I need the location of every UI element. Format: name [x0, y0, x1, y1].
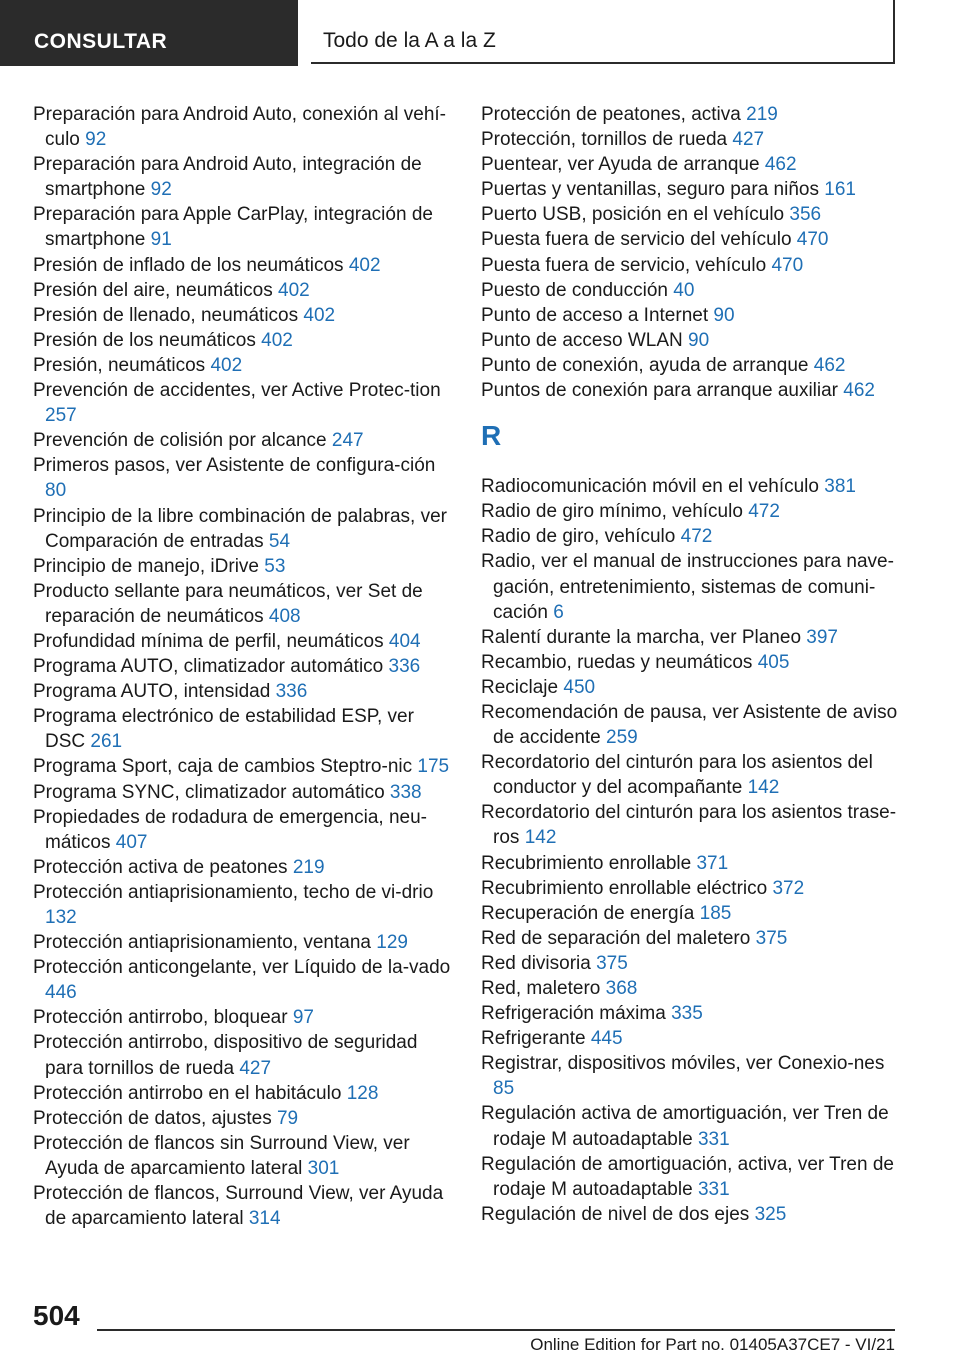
index-entry	[33, 579, 453, 629]
entry-text: Puntos de conexión para arranque auxiliar	[481, 380, 839, 402]
entry-text: Refrigerante	[481, 1028, 586, 1050]
page-reference-link[interactable]: 301	[307, 1157, 340, 1179]
index-column-left	[33, 102, 453, 1231]
page-reference-link[interactable]: 247	[331, 430, 364, 452]
entry-text: Recordatorio del cinturón para los asientos trase-ros	[481, 802, 897, 849]
index-entry	[33, 654, 453, 679]
index-group-r	[481, 474, 901, 1227]
page-reference-link[interactable]: 90	[713, 304, 735, 326]
entry-text: Protección de flancos sin Surround View, ver Ayuda de aparcamiento lateral	[33, 1132, 410, 1179]
index-entry	[481, 951, 901, 976]
index-entry	[33, 629, 453, 654]
index-entry	[33, 202, 453, 252]
entry-text: Puertas y ventanillas, seguro para niños	[481, 179, 819, 201]
page-reference-link[interactable]: 53	[264, 555, 286, 577]
page-reference-link[interactable]: 79	[276, 1107, 299, 1129]
index-entry	[481, 1026, 901, 1051]
entry-text: Red divisoria	[481, 952, 591, 974]
page-reference-link[interactable]: 92	[85, 129, 107, 151]
page-reference-link[interactable]: 142	[747, 777, 780, 799]
page-reference-link[interactable]: 257	[45, 405, 77, 427]
index-entry	[33, 278, 453, 303]
index-entry	[33, 1005, 453, 1030]
index-entry	[481, 227, 901, 252]
index-entry	[481, 378, 901, 403]
page-reference-link[interactable]: 397	[806, 626, 838, 648]
index-entry	[481, 353, 901, 378]
page-reference-link[interactable]: 402	[261, 329, 293, 351]
page-reference-link[interactable]: 129	[376, 932, 408, 954]
index-entry	[481, 524, 901, 549]
entry-text: Presión de inflado de los neumáticos	[33, 254, 344, 276]
entry-text: Punto de acceso a Internet	[481, 304, 709, 326]
index-entry	[33, 353, 453, 378]
entry-text: Protección activa de peatones	[33, 856, 288, 878]
page-reference-link[interactable]: 161	[824, 179, 856, 201]
index-entry	[481, 152, 901, 177]
entry-text: Protección de flancos, Surround View, ver Ayuda de aparcamiento lateral	[33, 1183, 444, 1230]
page-reference-link[interactable]: 472	[680, 526, 713, 548]
entry-text: Programa AUTO, climatizador automático	[33, 656, 384, 678]
page-reference-link[interactable]: 6	[553, 601, 564, 623]
page-reference-link[interactable]: 402	[210, 354, 243, 376]
page-reference-link[interactable]: 91	[150, 229, 172, 251]
page-reference-link[interactable]: 175	[417, 756, 450, 778]
page-reference-link[interactable]: 372	[772, 877, 805, 899]
entry-text: Red de separación del maletero	[481, 927, 751, 949]
entry-text: Reciclaje	[481, 676, 559, 698]
entry-text: Protección antiaprisionamiento, techo de vi-drio	[33, 881, 434, 903]
letter-heading-r: R	[481, 420, 502, 452]
index-group-p	[481, 102, 901, 403]
entry-text: Puesto de conducción	[481, 279, 668, 301]
index-entry	[481, 901, 901, 926]
entry-text: Programa SYNC, climatizador automático	[33, 781, 385, 803]
index-entry	[481, 976, 901, 1001]
entry-text: Radio de giro mínimo, vehículo	[481, 501, 743, 523]
entry-text: Prevención de accidentes, ver Active Protec-tion	[33, 380, 441, 402]
page-reference-link[interactable]: 427	[239, 1057, 272, 1079]
page-reference-link[interactable]: 331	[697, 1178, 730, 1200]
page-number: 504	[33, 1300, 80, 1331]
entry-text: Puerto USB, posición en el vehículo	[481, 204, 785, 226]
page-reference-link[interactable]: 402	[348, 254, 381, 276]
index-entry	[481, 253, 901, 278]
page-reference-link[interactable]: 142	[524, 827, 557, 849]
page-reference-link[interactable]: 446	[45, 982, 77, 1004]
page-reference-link[interactable]: 470	[771, 254, 804, 276]
entry-text: Preparación para Android Auto, conexión al vehí-culo	[33, 104, 446, 151]
entry-text: Protección de datos, ajustes	[33, 1107, 272, 1129]
entry-text: Punto de acceso WLAN	[481, 329, 683, 351]
index-entry	[33, 1030, 453, 1080]
index-entry	[481, 1101, 901, 1151]
page-reference-link[interactable]: 462	[813, 354, 846, 376]
entry-text: Ralentí durante la marcha, ver Planeo	[481, 626, 802, 648]
page-reference-link[interactable]: 407	[115, 831, 148, 853]
entry-text: Refrigeración máxima	[481, 1003, 666, 1025]
page-reference-link[interactable]: 40	[673, 279, 695, 301]
page-reference-link[interactable]: 335	[671, 1003, 703, 1025]
index-entry	[481, 625, 901, 650]
entry-text: Protección antirrobo, bloquear	[33, 1007, 288, 1029]
page-reference-link[interactable]: 219	[292, 856, 325, 878]
entry-text: Puesta fuera de servicio, vehículo	[481, 254, 767, 276]
page-reference-link[interactable]: 259	[606, 727, 638, 749]
page-reference-link[interactable]: 450	[563, 676, 596, 698]
index-entry	[33, 855, 453, 880]
entry-text: Protección, tornillos de rueda	[481, 129, 728, 151]
index-entry	[33, 1181, 453, 1231]
index-entry	[33, 1081, 453, 1106]
entry-text: Protección antiaprisionamiento, ventana	[33, 932, 371, 954]
entry-text: Preparación para Apple CarPlay, integración de smartphone	[33, 204, 433, 251]
index-entry	[33, 453, 453, 503]
page-reference-link[interactable]: 128	[346, 1082, 379, 1104]
index-column-right	[481, 102, 901, 1227]
page-reference-link[interactable]: 90	[688, 329, 710, 351]
page-reference-link[interactable]: 462	[764, 154, 797, 176]
index-entry	[481, 303, 901, 328]
page-reference-link[interactable]: 371	[696, 852, 729, 874]
entry-text: Regulación de nivel de dos ejes	[481, 1203, 750, 1225]
entry-text: Preparación para Android Auto, integración de smartphone	[33, 154, 422, 201]
index-entry	[481, 800, 901, 850]
entry-text: Primeros pasos, ver Asistente de configura-ción	[33, 455, 436, 477]
page-reference-link[interactable]: 375	[755, 927, 788, 949]
entry-text: Recubrimiento enrollable eléctrico	[481, 877, 768, 899]
entry-text: Registrar, dispositivos móviles, ver Conexio-nes	[481, 1053, 885, 1075]
entry-text: Principio de manejo, iDrive	[33, 555, 259, 577]
entry-text: Puesta fuera de servicio del vehículo	[481, 229, 792, 251]
footer-edition: Online Edition for Part no. 01405A37CE7 - VI/21	[530, 1335, 895, 1354]
entry-text: Recordatorio del cinturón para los asientos del conductor y del acompañante	[481, 752, 873, 799]
index-entry	[481, 700, 901, 750]
index-entry	[33, 704, 453, 754]
entry-text: Recambio, ruedas y neumáticos	[481, 651, 753, 673]
entry-text: Producto sellante para neumáticos, ver Set de reparación de neumáticos	[33, 580, 423, 627]
entry-text: Puentear, ver Ayuda de arranque	[481, 154, 760, 176]
entry-text: Programa AUTO, intensidad	[33, 681, 271, 703]
page-reference-link[interactable]: 97	[292, 1007, 314, 1029]
index-entry	[33, 930, 453, 955]
page-reference-link[interactable]: 404	[388, 630, 421, 652]
page-reference-link[interactable]: 331	[697, 1128, 730, 1150]
page-reference-link[interactable]: 356	[789, 204, 822, 226]
page-reference-link[interactable]: 185	[699, 902, 732, 924]
index-entry	[481, 851, 901, 876]
page-reference-link[interactable]: 470	[796, 229, 829, 251]
index-entry	[481, 650, 901, 675]
page-reference-link[interactable]: 462	[843, 380, 875, 402]
index-entry	[33, 679, 453, 704]
entry-text: Radio de giro, vehículo	[481, 526, 676, 548]
entry-text: Red, maletero	[481, 978, 601, 999]
page-reference-link[interactable]: 427	[732, 129, 765, 151]
index-entry	[481, 549, 901, 624]
page-reference-link[interactable]: 219	[746, 104, 778, 125]
entry-text: Presión del aire, neumáticos	[33, 279, 273, 301]
entry-text: Regulación activa de amortiguación, ver Tren de rodaje M autoadaptable	[481, 1103, 889, 1150]
index-entry	[481, 278, 901, 303]
entry-text: Profundidad mínima de perfil, neumáticos	[33, 630, 384, 652]
index-entry	[481, 202, 901, 227]
index-entry	[33, 504, 453, 554]
page-reference-link[interactable]: 472	[748, 501, 780, 523]
entry-text: Presión de los neumáticos	[33, 329, 256, 351]
index-entry	[33, 554, 453, 579]
index-entry	[33, 152, 453, 202]
index-entry	[33, 754, 453, 779]
page-reference-link[interactable]: 132	[45, 907, 77, 928]
index-entry	[481, 499, 901, 524]
entry-text: Protección anticongelante, ver Líquido de la-vado	[33, 957, 451, 979]
page-reference-link[interactable]: 408	[268, 605, 301, 627]
page-reference-link[interactable]: 338	[389, 781, 422, 803]
index-entry	[33, 102, 453, 152]
index-entry	[481, 102, 901, 127]
index-entry	[33, 253, 453, 278]
entry-text: Programa electrónico de estabilidad ESP, ver DSC	[33, 706, 414, 753]
entry-text: Protección antirrobo, dispositivo de seguridad para tornillos de rueda	[33, 1032, 418, 1079]
entry-text: Protección antirrobo en el habitáculo	[33, 1082, 342, 1104]
index-entry	[33, 780, 453, 805]
index-entry	[33, 1106, 453, 1131]
section-tab: CONSULTAR	[0, 0, 298, 66]
index-entry	[481, 926, 901, 951]
page-reference-link[interactable]: 402	[278, 279, 310, 301]
page-reference-link[interactable]: 375	[596, 952, 628, 974]
entry-text: Propiedades de rodadura de emergencia, neu-máticos	[33, 806, 427, 853]
entry-text: Presión, neumáticos	[33, 354, 206, 376]
entry-text: Radio, ver el manual de instrucciones para nave-gación, entretenimiento, sistemas de comuni-cación	[481, 551, 894, 623]
entry-text: Punto de conexión, ayuda de arranque	[481, 354, 809, 376]
index-entry	[481, 177, 901, 202]
entry-text: Protección de peatones, activa	[481, 104, 741, 125]
page-reference-link[interactable]: 405	[757, 651, 790, 673]
index-entry	[33, 328, 453, 353]
entry-text: Prevención de colisión por alcance	[33, 430, 327, 452]
index-entry	[33, 880, 453, 930]
index-entry	[481, 1001, 901, 1026]
page-reference-link[interactable]: 80	[45, 480, 67, 502]
index-entry	[481, 474, 901, 499]
entry-text: Programa Sport, caja de cambios Steptro-nic	[33, 756, 413, 778]
page-reference-link[interactable]: 261	[90, 731, 123, 753]
page-reference-link[interactable]: 445	[590, 1028, 623, 1050]
index-entry	[33, 428, 453, 453]
index-entry	[33, 805, 453, 855]
page-reference-link[interactable]: 402	[303, 304, 336, 326]
index-entry	[33, 303, 453, 328]
header-title: Todo de la A a la Z	[311, 0, 895, 64]
index-entry	[481, 328, 901, 353]
entry-text: Regulación de amortiguación, activa, ver Tren de rodaje M autoadaptable	[481, 1153, 894, 1200]
entry-text: Radiocomunicación móvil en el vehículo	[481, 476, 819, 498]
page-reference-link[interactable]: 336	[275, 681, 308, 703]
index-entry	[481, 1202, 901, 1227]
entry-text: Recomendación de pausa, ver Asistente de aviso de accidente	[481, 701, 898, 749]
index-entry	[481, 1051, 901, 1101]
page-reference-link[interactable]: 314	[248, 1208, 281, 1230]
page-header	[0, 0, 960, 66]
entry-text: Principio de la libre combinación de palabras, ver Comparación de entradas	[33, 505, 448, 552]
index-entry	[33, 955, 453, 1005]
index-entry	[33, 378, 453, 428]
page-reference-link[interactable]: 336	[388, 656, 421, 678]
index-entry	[481, 750, 901, 800]
index-entry	[481, 675, 901, 700]
index-entry	[481, 127, 901, 152]
page-reference-link[interactable]: 381	[824, 476, 856, 498]
index-entry	[481, 1152, 901, 1202]
page-reference-link[interactable]: 368	[605, 978, 638, 999]
entry-text: Recubrimiento enrollable	[481, 852, 692, 874]
page-reference-link[interactable]: 325	[754, 1203, 787, 1225]
entry-text: Presión de llenado, neumáticos	[33, 304, 299, 326]
page-reference-link[interactable]: 54	[268, 530, 291, 552]
index-entry	[481, 876, 901, 901]
entry-text: Recuperación de energía	[481, 902, 695, 924]
page-reference-link[interactable]: 92	[150, 179, 172, 201]
footer-divider	[97, 1329, 895, 1331]
page-reference-link[interactable]: 85	[493, 1078, 515, 1100]
index-entry	[33, 1131, 453, 1181]
